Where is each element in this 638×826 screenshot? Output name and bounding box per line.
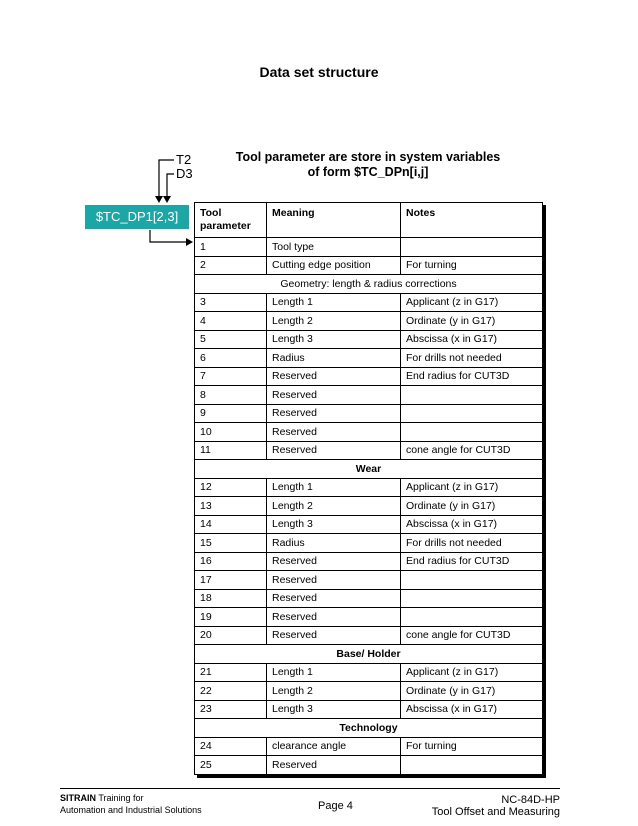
header-meaning: Meaning	[267, 203, 401, 238]
table-row	[195, 238, 543, 257]
cell-meaning: Reserved	[267, 386, 401, 405]
table-row	[195, 386, 543, 405]
page-title: Data set structure	[259, 64, 379, 80]
cell-parameter: 10	[195, 423, 267, 442]
footer-brand-line	[60, 793, 144, 803]
cell-parameter: 5	[195, 330, 267, 349]
cell-meaning: Length 1	[267, 293, 401, 312]
cell-notes	[401, 423, 543, 442]
cell-notes: Ordinate (y in G17)	[401, 682, 543, 701]
header-tool-parameter: Tool parameter	[195, 203, 267, 238]
table-section-row	[195, 275, 543, 294]
cell-meaning: Reserved	[267, 441, 401, 460]
cell-meaning: Reserved	[267, 404, 401, 423]
cell-parameter: 4	[195, 312, 267, 331]
cell-meaning: Length 3	[267, 700, 401, 719]
cell-notes: Ordinate (y in G17)	[401, 312, 543, 331]
d-number-label: D3	[176, 166, 193, 181]
cell-meaning: Length 2	[267, 682, 401, 701]
table-row	[195, 534, 543, 553]
cell-notes: cone angle for CUT3D	[401, 626, 543, 645]
cell-meaning: Reserved	[267, 571, 401, 590]
course-title: Tool Offset and Measuring	[431, 806, 560, 818]
footer-org: Automation and Industrial Solutions	[60, 805, 202, 815]
cell-notes: End radius for CUT3D	[401, 552, 543, 571]
cell-meaning: Length 1	[267, 478, 401, 497]
cell-meaning: Reserved	[267, 589, 401, 608]
table-row	[195, 515, 543, 534]
cell-parameter: 8	[195, 386, 267, 405]
cell-parameter: 19	[195, 608, 267, 627]
cell-parameter: 9	[195, 404, 267, 423]
cell-notes	[401, 238, 543, 257]
cell-parameter: 14	[195, 515, 267, 534]
section-label: Wear	[195, 460, 543, 479]
cell-parameter: 2	[195, 256, 267, 275]
table-row	[195, 589, 543, 608]
cell-meaning: Reserved	[267, 756, 401, 775]
table-row	[195, 330, 543, 349]
table-row	[195, 349, 543, 368]
cell-notes	[401, 608, 543, 627]
cell-notes	[401, 589, 543, 608]
tool-parameter-table	[194, 202, 543, 775]
cell-notes: Applicant (z in G17)	[401, 663, 543, 682]
cell-notes: cone angle for CUT3D	[401, 441, 543, 460]
table-row	[195, 367, 543, 386]
cell-meaning: Reserved	[267, 423, 401, 442]
cell-meaning: Reserved	[267, 552, 401, 571]
cell-notes: Applicant (z in G17)	[401, 478, 543, 497]
cell-parameter: 11	[195, 441, 267, 460]
table-row	[195, 626, 543, 645]
cell-parameter: 23	[195, 700, 267, 719]
table-row	[195, 737, 543, 756]
cell-notes: End radius for CUT3D	[401, 367, 543, 386]
cell-meaning: Length 3	[267, 330, 401, 349]
t-number-label: T2	[176, 152, 192, 167]
index-arrow-line	[150, 230, 188, 242]
table-row	[195, 663, 543, 682]
footer-brand: SITRAIN	[60, 793, 96, 803]
cell-parameter: 21	[195, 663, 267, 682]
cell-notes	[401, 386, 543, 405]
variable-box: $TC_DP1[2,3]	[85, 205, 189, 229]
cell-parameter: 7	[195, 367, 267, 386]
cell-notes: Ordinate (y in G17)	[401, 497, 543, 516]
table-row	[195, 256, 543, 275]
cell-parameter: 12	[195, 478, 267, 497]
cell-meaning: Tool type	[267, 238, 401, 257]
header-notes: Notes	[401, 203, 543, 238]
course-code: NC-84D-HP	[501, 794, 560, 806]
cell-notes: Abscissa (x in G17)	[401, 330, 543, 349]
cell-meaning: Radius	[267, 534, 401, 553]
cell-parameter: 24	[195, 737, 267, 756]
cell-notes	[401, 756, 543, 775]
cell-meaning: Reserved	[267, 608, 401, 627]
cell-notes: For drills not needed	[401, 534, 543, 553]
cell-notes: Applicant (z in G17)	[401, 293, 543, 312]
cell-notes	[401, 571, 543, 590]
table-section-row	[195, 719, 543, 738]
table-row	[195, 756, 543, 775]
table-row	[195, 497, 543, 516]
cell-parameter: 25	[195, 756, 267, 775]
cell-parameter: 20	[195, 626, 267, 645]
t-arrow-head	[155, 196, 163, 203]
table-row	[195, 404, 543, 423]
table-row	[195, 552, 543, 571]
cell-meaning: Reserved	[267, 626, 401, 645]
cell-parameter: 1	[195, 238, 267, 257]
cell-meaning: Length 2	[267, 497, 401, 516]
cell-notes: For turning	[401, 737, 543, 756]
cell-meaning: Length 3	[267, 515, 401, 534]
cell-parameter: 17	[195, 571, 267, 590]
cell-parameter: 15	[195, 534, 267, 553]
table-row	[195, 571, 543, 590]
d-arrow-line	[167, 174, 174, 198]
cell-parameter: 18	[195, 589, 267, 608]
table-row	[195, 293, 543, 312]
cell-parameter: 13	[195, 497, 267, 516]
cell-parameter: 3	[195, 293, 267, 312]
cell-notes: Abscissa (x in G17)	[401, 700, 543, 719]
cell-meaning: clearance angle	[267, 737, 401, 756]
cell-parameter: 22	[195, 682, 267, 701]
cell-meaning: Radius	[267, 349, 401, 368]
section-label: Geometry: length & radius corrections	[195, 275, 543, 294]
cell-parameter: 6	[195, 349, 267, 368]
cell-notes	[401, 404, 543, 423]
subtitle-line-1: Tool parameter are store in system variables	[235, 150, 501, 164]
d-arrow-head	[163, 196, 171, 203]
table-row	[195, 608, 543, 627]
cell-meaning: Reserved	[267, 367, 401, 386]
cell-notes: Abscissa (x in G17)	[401, 515, 543, 534]
index-arrow-head	[186, 238, 193, 246]
section-label: Base/ Holder	[195, 645, 543, 664]
table-row	[195, 700, 543, 719]
cell-notes: For drills not needed	[401, 349, 543, 368]
table-row	[195, 423, 543, 442]
table-header-row	[195, 203, 543, 238]
cell-meaning: Length 2	[267, 312, 401, 331]
page-number: Page 4	[318, 800, 353, 812]
table-row	[195, 682, 543, 701]
section-label: Technology	[195, 719, 543, 738]
table-section-row	[195, 460, 543, 479]
footer-brand-rest: Training for	[96, 793, 144, 803]
footer-divider	[60, 788, 560, 789]
table-section-row	[195, 645, 543, 664]
subtitle-line-2: of form $TC_DPn[i,j]	[307, 165, 429, 179]
cell-meaning: Cutting edge position	[267, 256, 401, 275]
cell-parameter: 16	[195, 552, 267, 571]
cell-meaning: Length 1	[267, 663, 401, 682]
table-row	[195, 441, 543, 460]
cell-notes: For turning	[401, 256, 543, 275]
table-row	[195, 312, 543, 331]
table-row	[195, 478, 543, 497]
